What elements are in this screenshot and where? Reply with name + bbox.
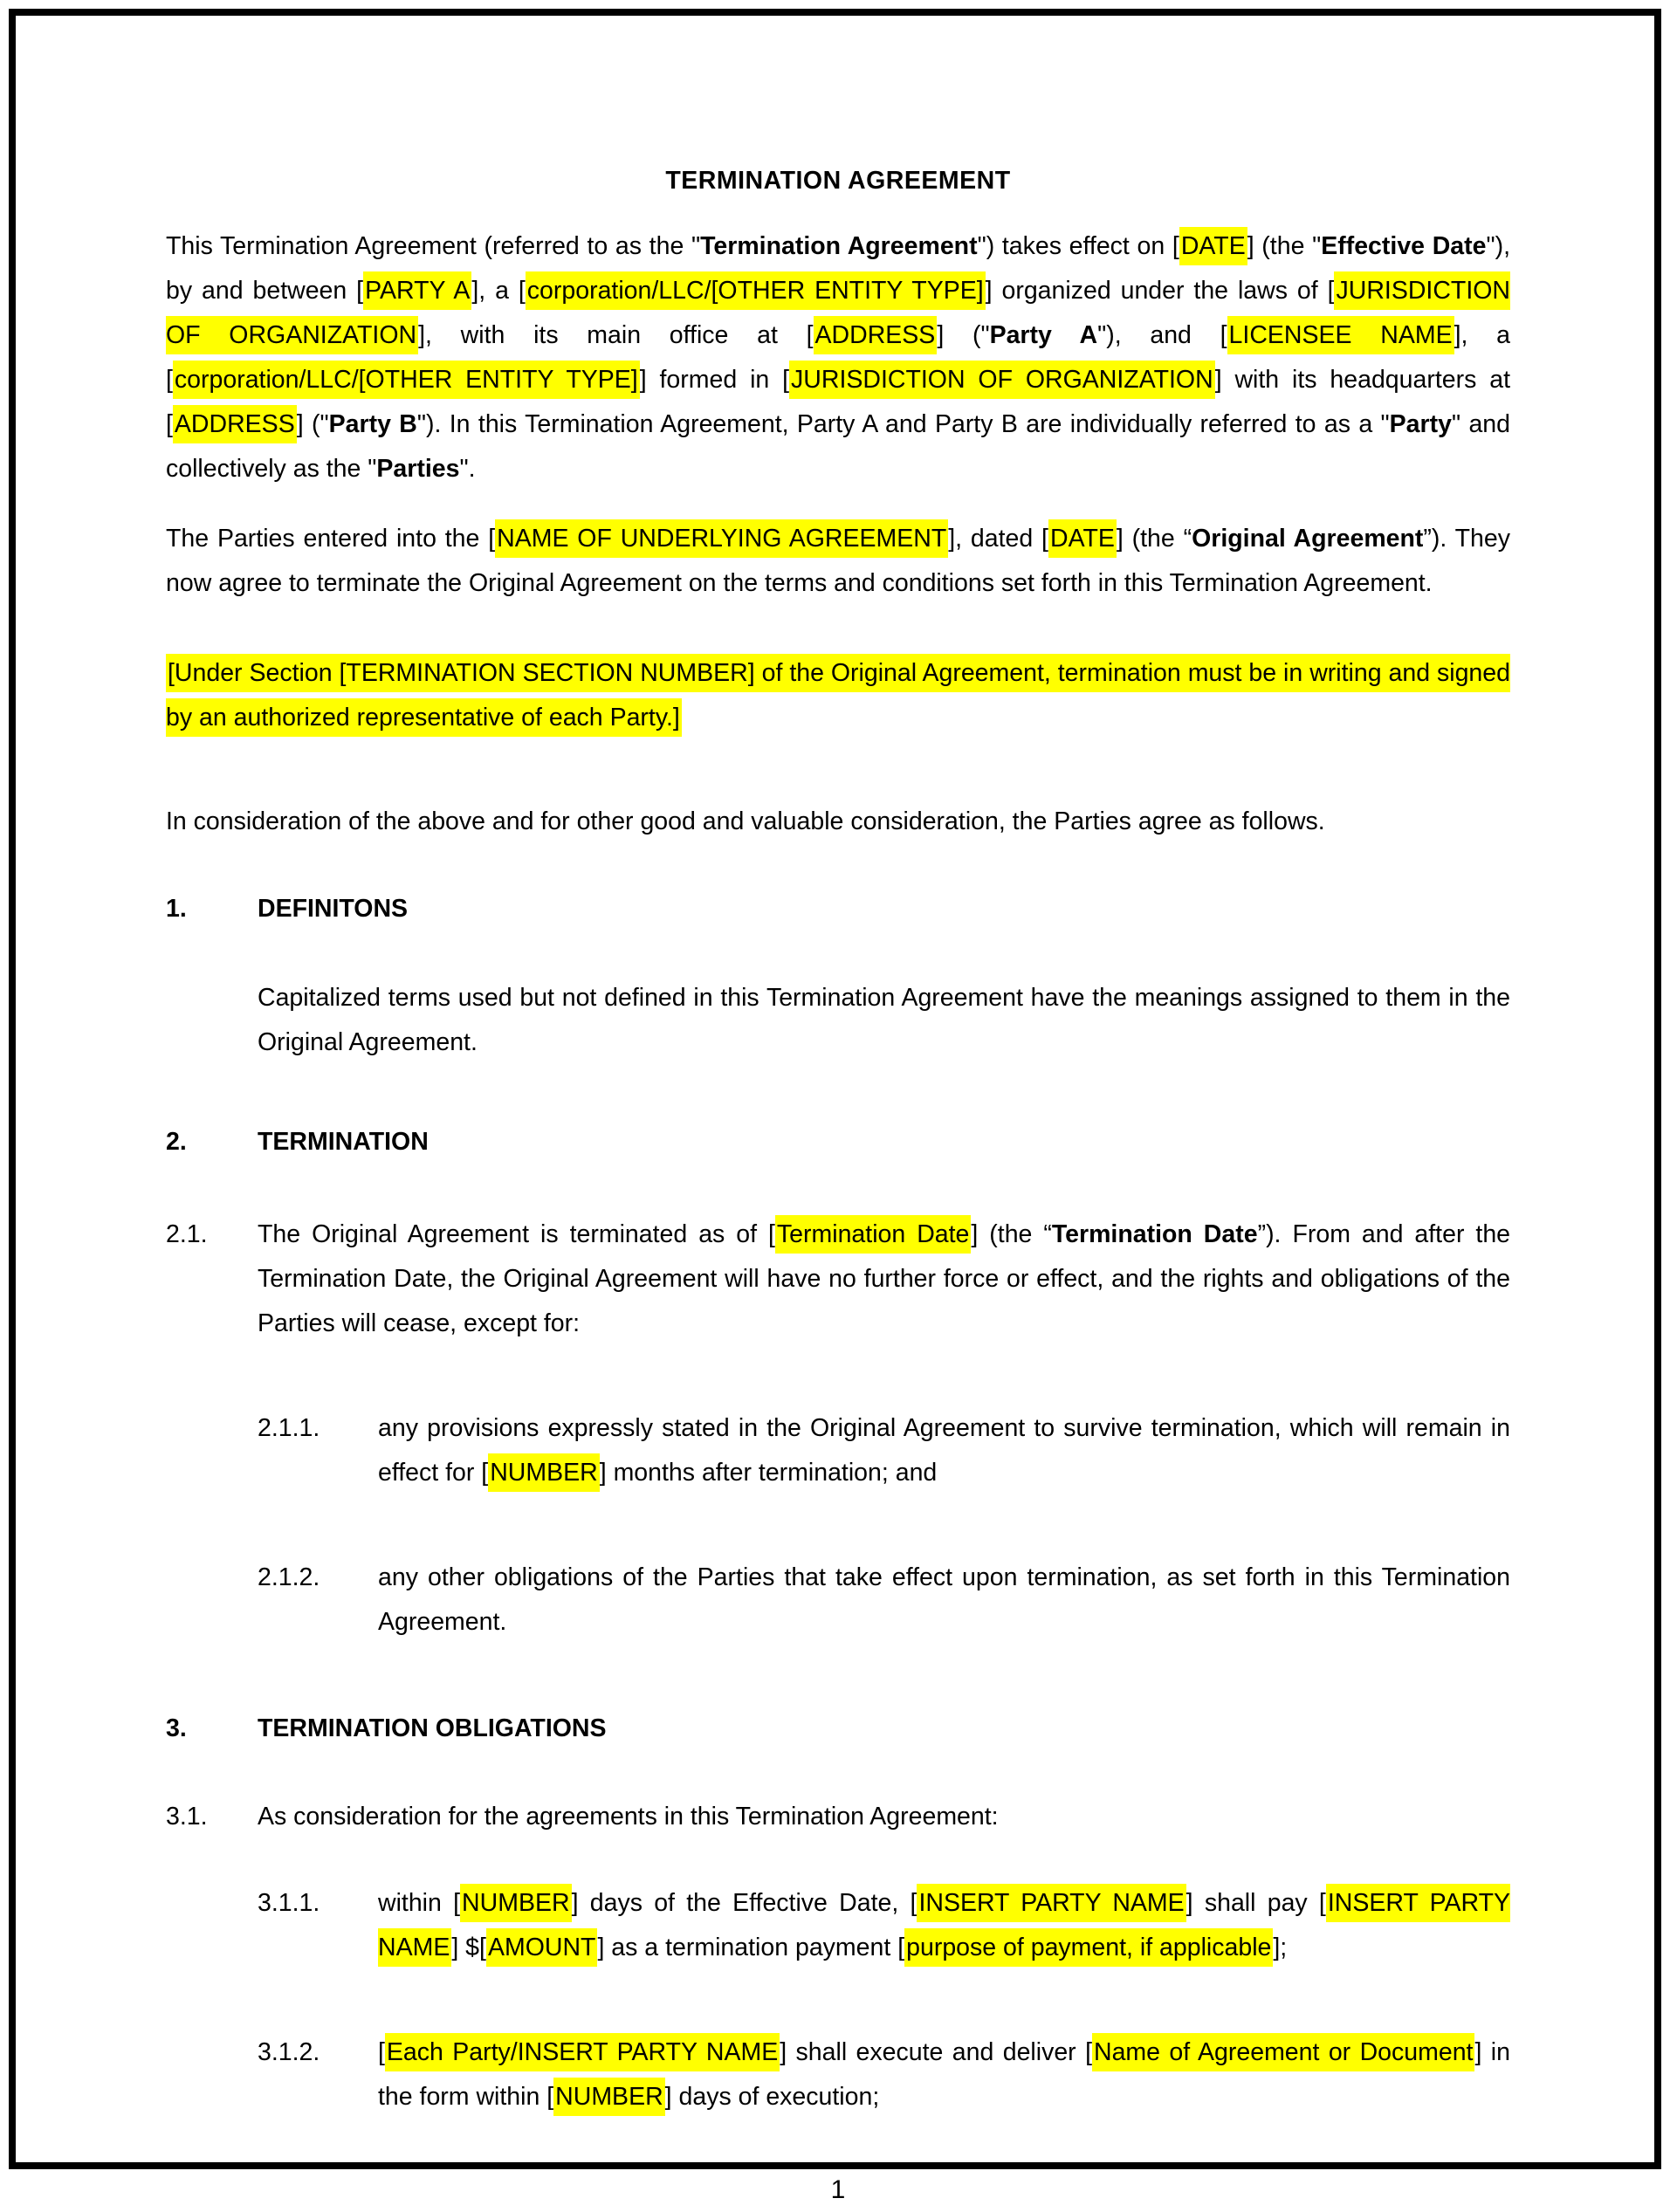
section-heading xyxy=(166,887,1510,931)
highlight-placeholder: ADDRESS xyxy=(173,405,297,443)
text-run: ] days of the Effective Date, [ xyxy=(571,1889,917,1917)
section-number: 2. xyxy=(166,1128,187,1156)
section-title: TERMINATION OBLIGATIONS xyxy=(258,1714,607,1742)
item-text xyxy=(258,1212,1510,1346)
highlight-placeholder: NAME OF UNDERLYING AGREEMENT xyxy=(495,519,948,558)
highlight-placeholder: NUMBER xyxy=(460,1884,572,1922)
text-run: ] $[ xyxy=(451,1934,486,1961)
text-run: ] months after termination; and xyxy=(599,1459,938,1487)
text-run: The Original Agreement is terminated as of [ xyxy=(258,1220,775,1248)
text-run: "). In this Termination Agreement, Party A and Party B are individually referred to as a " xyxy=(416,410,1390,438)
paragraph xyxy=(166,800,1510,844)
item-text xyxy=(378,1881,1510,1970)
highlight-placeholder: corporation/LLC/[OTHER ENTITY TYPE] xyxy=(173,361,640,399)
list-item xyxy=(166,1795,1510,1839)
text-run: ”). From and after the Termination Date, the Original Agreement will have no further force or effect, and the rights and obligations of the Parties will cease, except for: xyxy=(258,1220,1511,1337)
highlight-placeholder: JURISDICTION OF ORGANIZATION xyxy=(166,271,1510,354)
document-body xyxy=(166,224,1510,2119)
highlight-placeholder: NUMBER xyxy=(488,1453,600,1492)
text-run: As consideration for the agreements in this Termination Agreement: xyxy=(258,1803,999,1831)
text-run: ] days of execution; xyxy=(664,2083,880,2111)
item-text xyxy=(378,1556,1510,1645)
highlight-placeholder: PARTY A xyxy=(363,271,471,310)
item-number: 2.1.2. xyxy=(258,1563,320,1591)
text-run: ] (" xyxy=(296,410,329,438)
text-run: ] in the form within [ xyxy=(378,2038,1510,2111)
bold-text: Party B xyxy=(328,410,417,438)
highlight-placeholder: JURISDICTION OF ORGANIZATION xyxy=(789,361,1215,399)
text-run: In consideration of the above and for other good and valuable consideration, the Parties agree as follows. xyxy=(166,807,1325,835)
bold-text: Termination Date xyxy=(1051,1220,1258,1248)
text-run: ] (the “ xyxy=(1116,525,1192,553)
item-number: 3.1.2. xyxy=(258,2038,320,2066)
section-title: DEFINITONS xyxy=(258,895,409,923)
text-run: ], a [ xyxy=(471,277,526,305)
highlight-placeholder: corporation/LLC/[OTHER ENTITY TYPE] xyxy=(526,271,986,310)
text-run: ". xyxy=(459,455,476,483)
highlight-placeholder: [Under Section [TERMINATION SECTION NUMBER] of the Original Agreement, termination must be in writing and signed by an authorized representative of each Party.] xyxy=(166,654,1510,737)
text-run: ] shall execute and deliver [ xyxy=(780,2038,1092,2066)
item-number xyxy=(166,976,258,1065)
highlight-placeholder: INSERT PARTY NAME xyxy=(917,1884,1185,1922)
item-text xyxy=(378,2030,1510,2119)
item-number: 3.1. xyxy=(166,1803,208,1831)
bold-text: Party A xyxy=(989,321,1098,349)
bold-text: Party xyxy=(1389,410,1452,438)
text-run: "), and [ xyxy=(1097,321,1227,349)
item-number: 2.1.1. xyxy=(258,1414,320,1442)
highlight-placeholder: Each Party/INSERT PARTY NAME xyxy=(385,2033,780,2071)
text-run: ], with its main office at [ xyxy=(418,321,814,349)
paragraph xyxy=(166,651,1510,740)
text-run: ] with its headquarters at [ xyxy=(166,366,1510,438)
item-number: 3.1.1. xyxy=(258,1889,320,1917)
text-run: The Parties entered into the [ xyxy=(166,525,496,553)
paragraph xyxy=(166,224,1510,491)
text-run: [ xyxy=(378,2038,385,2066)
text-run: Capitalized terms used but not defined in this Termination Agreement have the meanings assigned to them in the Original Agreement. xyxy=(258,984,1510,1056)
item-text xyxy=(258,1795,1510,1839)
section-heading xyxy=(166,1120,1510,1164)
highlight-placeholder: ADDRESS xyxy=(814,316,938,354)
page-number: 1 xyxy=(830,2175,846,2204)
text-run: ] (the “ xyxy=(971,1220,1052,1248)
text-run: ") takes effect on [ xyxy=(977,232,1179,260)
section-heading xyxy=(166,1707,1510,1751)
text-run: ] as a termination payment [ xyxy=(597,1934,905,1961)
highlight-placeholder: DATE xyxy=(1179,227,1247,265)
highlight-placeholder: purpose of payment, if applicable xyxy=(904,1928,1273,1967)
section-number: 1. xyxy=(166,895,187,923)
document-title: TERMINATION AGREEMENT xyxy=(665,167,1011,195)
text-run: any other obligations of the Parties that take effect upon termination, as set forth in this Termination Agreement. xyxy=(378,1563,1510,1636)
text-run: ] shall pay [ xyxy=(1185,1889,1326,1917)
text-run: within [ xyxy=(378,1889,461,1917)
list-item xyxy=(166,976,1510,1065)
bold-text: Original Agreement xyxy=(1192,525,1424,553)
list-item xyxy=(166,1212,1510,1346)
text-run: ] formed in [ xyxy=(639,366,790,394)
highlight-placeholder: NUMBER xyxy=(553,2078,665,2116)
highlight-placeholder: Termination Date xyxy=(775,1215,971,1254)
text-run: any provisions expressly stated in the Original Agreement to survive termination, which will remain in effect for [ xyxy=(378,1414,1510,1487)
text-run: ]; xyxy=(1273,1934,1288,1961)
list-item xyxy=(258,1556,1510,1645)
text-run: ], a [ xyxy=(166,321,1510,394)
section-number: 3. xyxy=(166,1714,187,1742)
section-title: TERMINATION xyxy=(258,1128,429,1156)
text-run: ], dated [ xyxy=(948,525,1048,553)
text-run: This Termination Agreement (referred to as the " xyxy=(166,232,701,260)
item-text xyxy=(378,1406,1510,1495)
text-run: ”). They now agree to terminate the Original Agreement on the terms and conditions set forth in this Termination Agreement. xyxy=(166,525,1510,597)
bold-text: Effective Date xyxy=(1321,232,1487,260)
text-run: " and collectively as the " xyxy=(166,410,1511,483)
text-run: ] (" xyxy=(937,321,990,349)
text-run: "), by and between [ xyxy=(166,232,1510,305)
list-item xyxy=(258,1406,1510,1495)
highlight-placeholder: Name of Agreement or Document xyxy=(1092,2033,1474,2071)
bold-text: Termination Agreement xyxy=(700,232,978,260)
text-run: ] (the " xyxy=(1247,232,1322,260)
item-text xyxy=(258,976,1510,1065)
list-item xyxy=(258,2030,1510,2119)
bold-text: Parties xyxy=(376,455,460,483)
paragraph xyxy=(166,517,1510,606)
document-content xyxy=(166,159,1510,2212)
list-item xyxy=(258,1881,1510,1970)
item-number: 2.1. xyxy=(166,1220,208,1248)
highlight-placeholder: AMOUNT xyxy=(486,1928,598,1967)
text-run: ] organized under the laws of [ xyxy=(985,277,1335,305)
highlight-placeholder: DATE xyxy=(1048,519,1117,558)
highlight-placeholder: INSERT PARTY NAME xyxy=(378,1884,1510,1967)
highlight-placeholder: LICENSEE NAME xyxy=(1227,316,1454,354)
